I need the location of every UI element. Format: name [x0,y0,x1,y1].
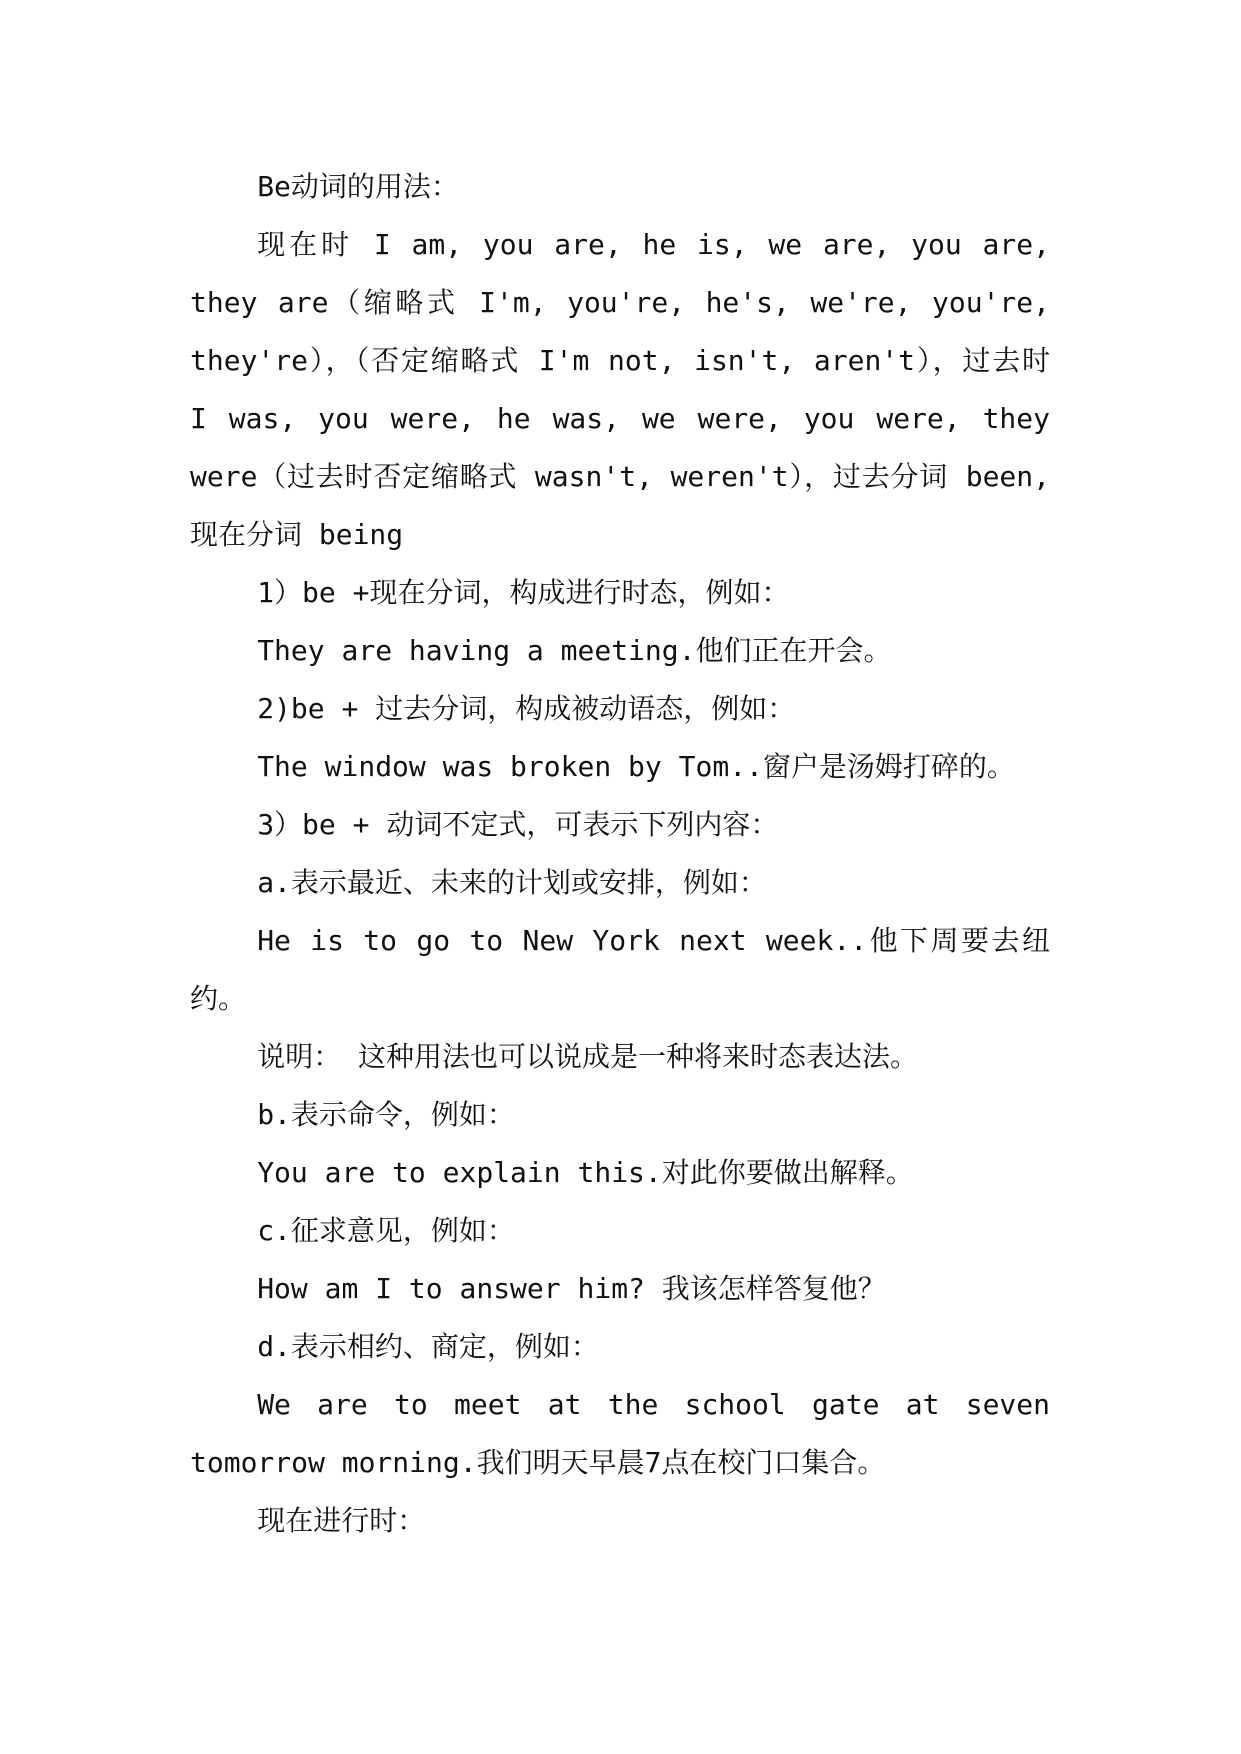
paragraph-rule-3: 3）be + 动词不定式，可表示下列内容： [257,808,779,841]
section-heading-present-continuous: 现在进行时： [257,1504,426,1537]
paragraph-note: 说明： 这种用法也可以说成是一种将来时态表达法。 [257,1040,919,1073]
document-body [190,158,1050,1550]
paragraph-item-c: c.征求意见，例如： [257,1214,515,1247]
paragraph-example-b: You are to explain this.对此你要做出解释。 [257,1156,914,1189]
paragraph-item-a: a.表示最近、未来的计划或安排，例如： [257,866,767,899]
paragraph-rule-1: 1）be +现在分词，构成进行时态，例如： [257,576,790,609]
paragraph-example-c: How am I to answer him? 我该怎样答复他？ [257,1272,886,1305]
paragraph-example-2: The window was broken by Tom..窗户是汤姆打碎的。 [257,750,1015,783]
paragraph-example-1: They are having a meeting.他们正在开会。 [257,634,892,667]
section-heading-be-verb: Be动词的用法： [257,170,459,203]
paragraph-item-d: d.表示相约、商定，例如： [257,1330,599,1363]
paragraph-be-forms: 现在时 I am, you are, he is, we are, you are, they are（缩略式 I'm, you're, he's, we're, you're, they're），（否定缩略式 I'm not, isn't, aren't），过去时 I was, you were, he was, we were, you were, they were（过去时否定缩略式 wasn't, weren't），过去分词 been, 现在分词 being [190,228,1050,551]
paragraph-rule-2: 2)be + 过去分词，构成被动语态，例如： [257,692,796,725]
paragraph-item-b: b.表示命令，例如： [257,1098,515,1131]
paragraph-example-d: We are to meet at the school gate at seven tomorrow morning.我们明天早晨7点在校门口集合。 [190,1388,1050,1479]
paragraph-example-a: He is to go to New York next week..他下周要去纽约。 [190,924,1050,1015]
